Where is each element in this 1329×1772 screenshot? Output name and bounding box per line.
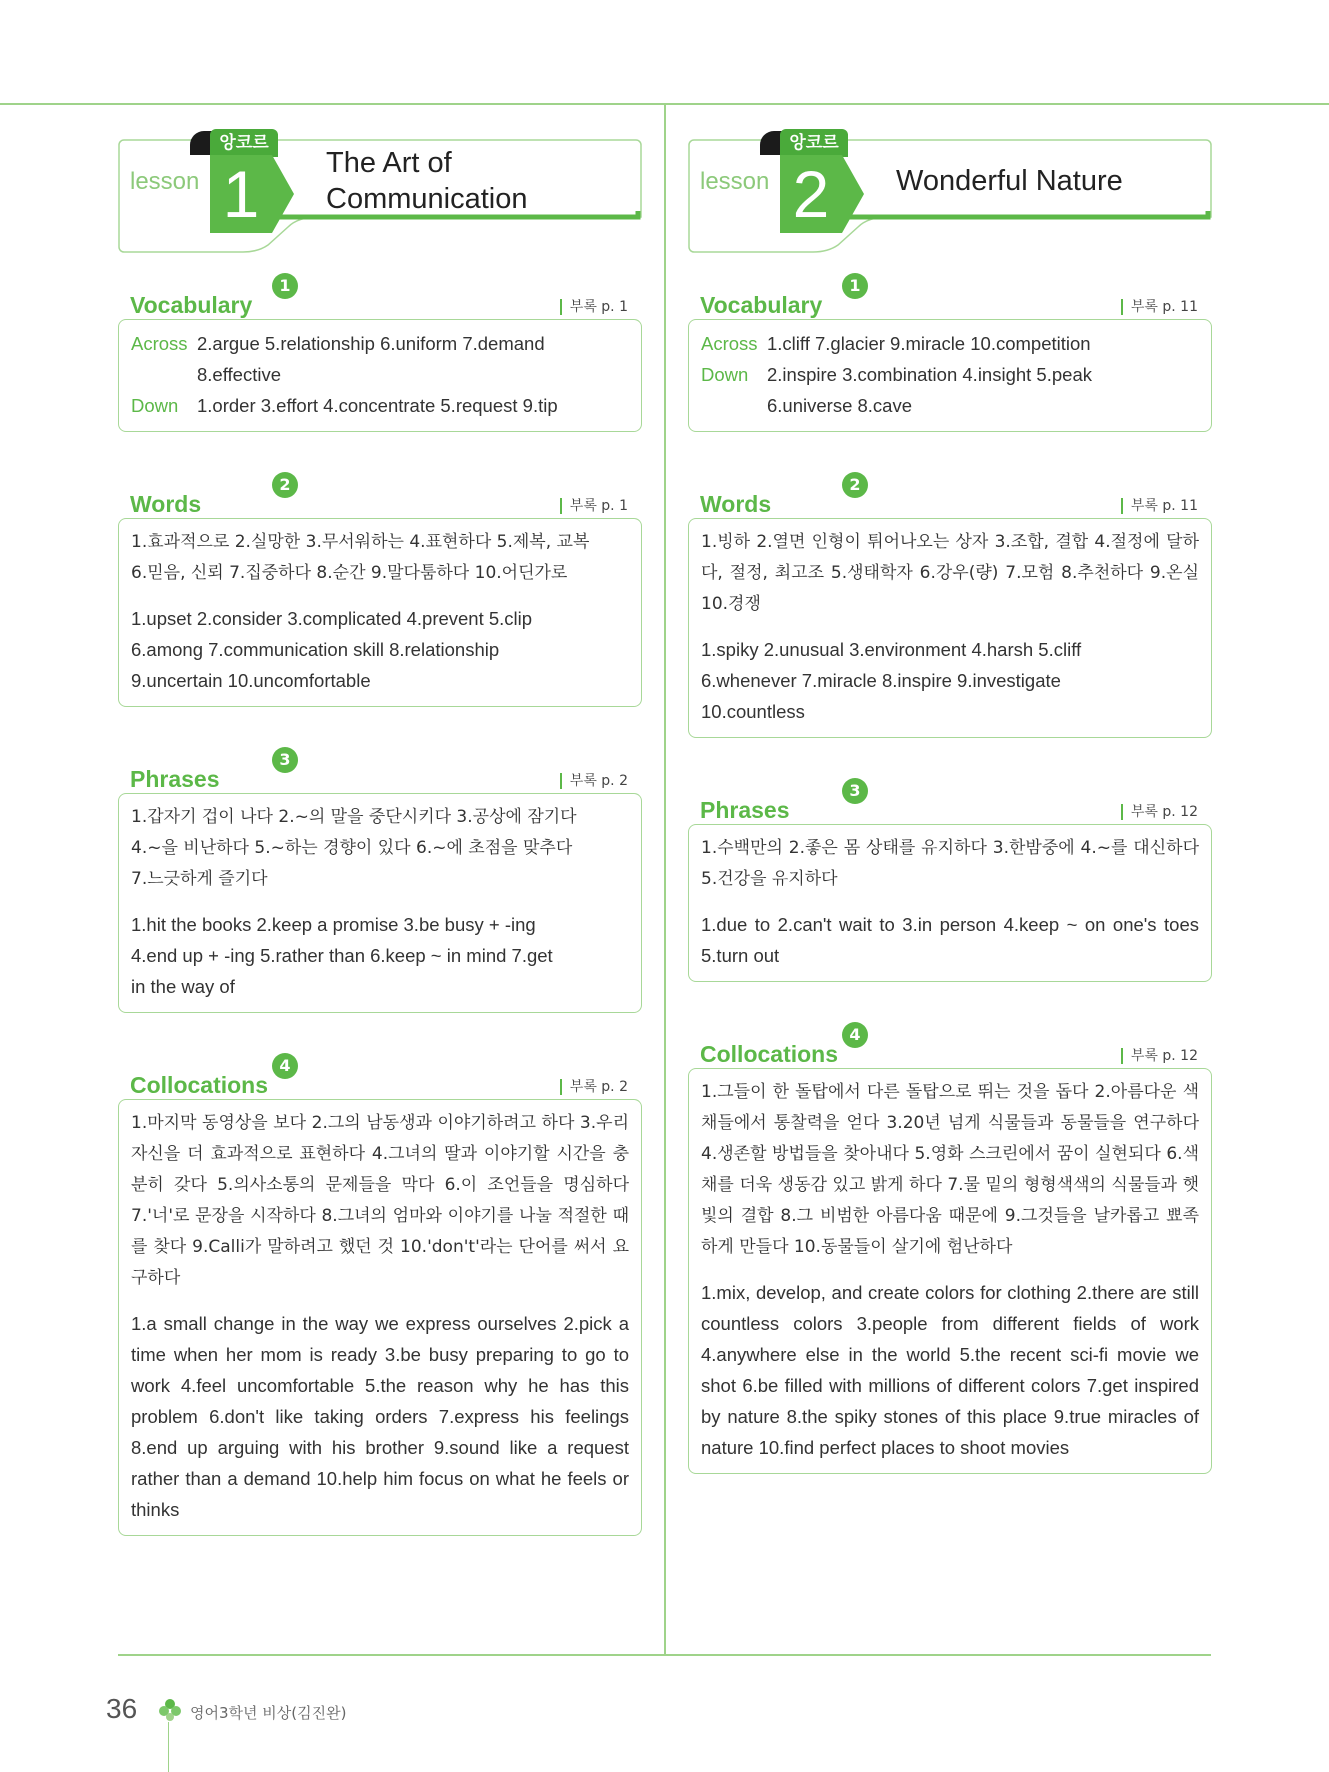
down-label: Down	[131, 395, 179, 416]
section-title: Collocations	[130, 1072, 269, 1098]
section-title: Vocabulary	[700, 292, 823, 318]
words-section	[118, 472, 642, 707]
across-answers: 2.argue 5.relationship 6.uniform 7.demand	[197, 333, 545, 354]
vocabulary-section	[688, 273, 1212, 432]
appendix-ref: 부록 p. 2	[560, 1079, 628, 1095]
english-answers-3: 9.uncertain 10.uncomfortable	[131, 670, 371, 691]
across-answers: 1.cliff 7.glacier 9.miracle 10.competition	[767, 333, 1091, 354]
english-answers-1: 1.hit the books 2.keep a promise 3.be busy + -ing	[131, 914, 536, 935]
section-number-badge: 4	[272, 1053, 298, 1079]
korean-answers-2: 4.~을 비난하다 5.~하는 경향이 있다 6.~에 초점을 맞추다	[131, 838, 573, 858]
appendix-ref: 부록 p. 11	[1121, 498, 1198, 514]
lesson-number: 1	[222, 157, 260, 231]
encore-tab: 앙코르	[210, 129, 278, 157]
korean-answers: 1.수백만의 2.좋은 몸 상태를 유지하다 3.한밤중에 4.~를 대신하다 5.건강을 유지하다	[701, 838, 1199, 889]
korean-answers-1: 1.갑자기 겁이 나다 2.~의 말을 중단시키다 3.공상에 잠기다	[131, 807, 577, 827]
section-number-badge: 1	[272, 273, 298, 299]
section-number-badge: 3	[842, 778, 868, 804]
across-answers-2: 8.effective	[197, 364, 281, 385]
section-title: Words	[700, 491, 772, 517]
phrases-section	[688, 778, 1212, 982]
lesson-title-line1: The Art of	[326, 147, 452, 179]
english-answers: 1.due to 2.can't wait to 3.in person 4.keep ~ on one's toes 5.turn out	[701, 914, 1199, 966]
lesson-label: lesson	[130, 168, 200, 195]
english-answers-3: in the way of	[131, 976, 235, 997]
answer-box	[688, 518, 1212, 738]
section-title: Vocabulary	[130, 292, 253, 318]
down-answers: 1.order 3.effort 4.concentrate 5.request 9.tip	[197, 395, 558, 416]
english-answers-3: 10.countless	[701, 701, 805, 722]
korean-answers-1: 1.효과적으로 2.실망한 3.무서워하는 4.표현하다 5.제복, 교복	[131, 532, 590, 552]
encore-tab: 앙코르	[780, 129, 848, 157]
lesson-title-line2: Communication	[326, 183, 528, 215]
clover-icon	[158, 1698, 182, 1722]
book-title: 영어3학년 비상(김진완)	[190, 1704, 347, 1722]
vocabulary-section	[118, 273, 642, 432]
answer-box	[688, 1068, 1212, 1474]
words-section	[688, 472, 1212, 738]
footer-stem-line	[168, 1722, 169, 1772]
appendix-ref: 부록 p. 2	[560, 773, 628, 789]
english-answers-1: 1.upset 2.consider 3.complicated 4.prevent 5.clip	[131, 608, 533, 629]
appendix-ref: 부록 p. 12	[1121, 804, 1198, 820]
answer-box	[688, 319, 1212, 432]
korean-answers-3: 7.느긋하게 즐기다	[131, 869, 268, 889]
korean-answers-2: 6.믿음, 신뢰 7.집중하다 8.순간 9.말다툼하다 10.어딘가로	[131, 563, 568, 583]
section-number-badge: 2	[842, 472, 868, 498]
appendix-ref: 부록 p. 1	[560, 299, 628, 315]
collocations-section	[118, 1053, 642, 1536]
phrases-section	[118, 747, 642, 1013]
lesson-number-arrow	[272, 155, 294, 233]
appendix-ref: 부록 p. 12	[1121, 1048, 1198, 1064]
lesson-banner	[118, 135, 642, 253]
answer-box	[118, 1099, 642, 1536]
lesson-title: Wonderful Nature	[896, 165, 1123, 197]
lesson-label: lesson	[700, 168, 770, 195]
across-label: Across	[701, 333, 758, 354]
section-title: Words	[130, 491, 202, 517]
lesson-number: 2	[792, 157, 830, 231]
english-answers: 1.a small change in the way we express ourselves 2.pick a time when her mom is ready 3.be busy preparing to go to work 4.feel uncomfortable 5.the reason why he has this problem 6.don't like taking orders 7.express his feelings 8.end up arguing with his brother 9.sound like a request rather than a demand 10.help him focus on what he feels or thinks	[131, 1313, 629, 1520]
appendix-ref: 부록 p. 11	[1121, 299, 1198, 315]
lesson-1-column	[118, 135, 642, 1536]
lesson-2-column	[688, 135, 1212, 1474]
answer-box	[118, 518, 642, 707]
appendix-ref: 부록 p. 1	[560, 498, 628, 514]
collocations-section	[688, 1022, 1212, 1474]
answer-box	[118, 793, 642, 1013]
section-title: Collocations	[700, 1041, 839, 1067]
korean-answers: 1.그들이 한 돌탑에서 다른 돌탑으로 뛰는 것을 돕다 2.아름다운 색채들에서 통찰력을 얻다 3.20년 넘게 식물들과 동물들을 연구하다 4.생존할 방법들을 찾아내다 5.영화 스크린에서 꿈이 실현되다 6.색채를 더욱 생동감 있고 밝게 하다 7.물 밑의 형형색색의 식물들과 햇빛의 결합 8.그 비범한 아름다움 때문에 9.그것들을 날카롭고 뾰족하게 만들다 10.동물들이 살기에 험난하다	[701, 1082, 1199, 1257]
lesson-number-arrow	[842, 155, 864, 233]
answer-box	[688, 824, 1212, 982]
korean-answers: 1.빙하 2.열면 인형이 튀어나오는 상자 3.조합, 결합 4.절정에 달하다, 절정, 최고조 5.생태학자 6.강우(량) 7.모험 8.추천하다 9.온실 10.경쟁	[701, 532, 1199, 614]
down-label: Down	[701, 364, 749, 385]
section-title: Phrases	[700, 797, 790, 823]
section-number-badge: 1	[842, 273, 868, 299]
across-label: Across	[131, 333, 188, 354]
lesson-banner	[688, 135, 1212, 253]
section-number-badge: 3	[272, 747, 298, 773]
answer-box	[118, 319, 642, 432]
down-answers-2: 6.universe 8.cave	[767, 395, 913, 416]
section-number-badge: 4	[842, 1022, 868, 1048]
english-answers-2: 6.whenever 7.miracle 8.inspire 9.investigate	[701, 670, 1061, 691]
section-title: Phrases	[130, 766, 220, 792]
english-answers-1: 1.spiky 2.unusual 3.environment 4.harsh 5.cliff	[701, 639, 1082, 660]
english-answers: 1.mix, develop, and create colors for clothing 2.there are still countless colors 3.people from different fields of work 4.anywhere else in the world 5.the recent sci-fi movie we shot 6.be filled with millions of different colors 7.get inspired by nature 8.the spiky stones of this place 9.true miracles of nature 10.find perfect places to shoot movies	[701, 1282, 1199, 1458]
bottom-rule	[118, 1654, 1211, 1656]
english-answers-2: 4.end up + -ing 5.rather than 6.keep ~ in mind 7.get	[131, 945, 553, 966]
korean-answers: 1.마지막 동영상을 보다 2.그의 남동생과 이야기하려고 하다 3.우리 자신을 더 효과적으로 표현하다 4.그녀의 딸과 이야기할 시간을 충분히 갖다 5.의사소통의 문제들을 막다 6.이 조언들을 명심하다 7.'너'로 문장을 시작하다 8.그녀의 엄마와 이야기를 나눌 적절한 때를 찾다 9.Calli가 말하려고 했던 것 10.'don't'라는 단어를 써서 요구하다	[131, 1113, 629, 1288]
down-answers: 2.inspire 3.combination 4.insight 5.peak	[767, 364, 1092, 385]
english-answers-2: 6.among 7.communication skill 8.relationship	[131, 639, 500, 660]
column-divider	[664, 104, 666, 1654]
page-number: 36	[106, 1693, 138, 1724]
section-number-badge: 2	[272, 472, 298, 498]
